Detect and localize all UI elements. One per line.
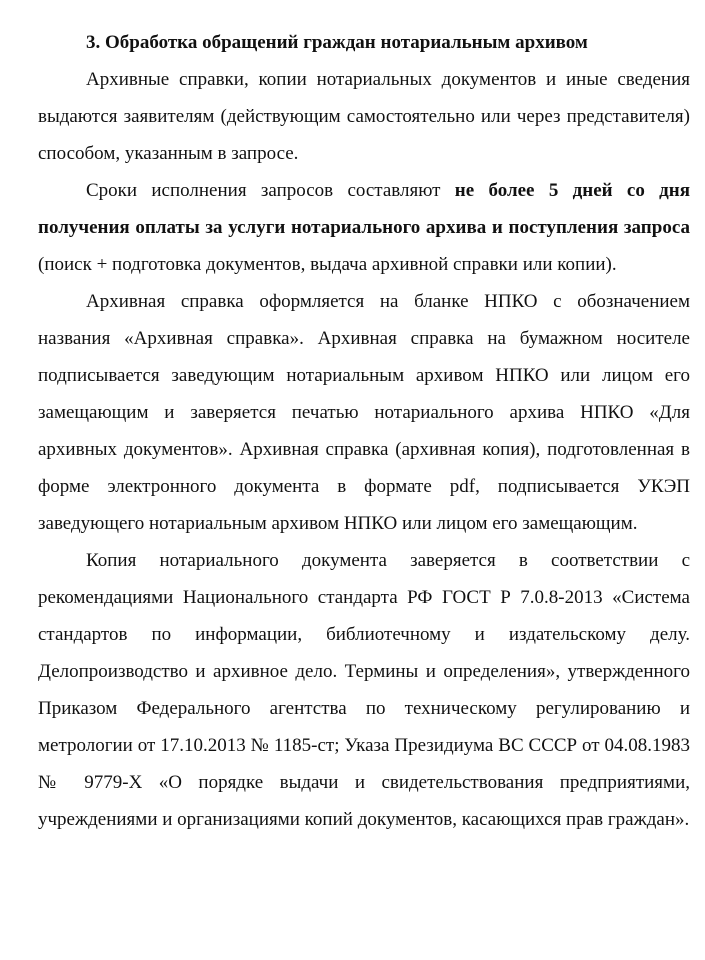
paragraph-issuance-method: Архивные справки, копии нотариальных документов и иные сведения выдаются заявителям (действующим самостоятельно или через представителя) способом, указанным в запросе.: [38, 69, 690, 164]
document-page: [38, 24, 690, 838]
paragraph-archive-certificate: Архивная справка оформляется на бланке НПКО с обозначением названия «Архивная справка». Архивная справка на бумажном носителе подписывается заведующим нотариальным архивом НПКО или лицом его замещающим и заверяется печатью нотариального архива НПКО «Для архивных документов». Архивная справка (архивная копия), подготовленная в форме электронного документа в формате pdf, подписывается УКЭП заведующего нотариальным архивом НПКО или лицом его замещающим.: [38, 291, 690, 534]
terms-tail-text: (поиск + подготовка документов, выдача архивной справки или копии).: [38, 254, 617, 275]
terms-lead-text: Сроки исполнения запросов составляют: [86, 180, 455, 201]
section-heading: 3. Обработка обращений граждан нотариальным архивом: [86, 32, 588, 53]
terms-deadline-bold: не более 5 дней со дня получения оплаты за услуги нотариального архива и поступления запроса: [38, 180, 690, 238]
paragraph-document-copy: Копия нотариального документа заверяется в соответствии с рекомендациями Национального стандарта РФ ГОСТ Р 7.0.8-2013 «Система стандартов по информации, библиотечному и издательскому делу. Делопроизводство и архивное дело. Термины и определения», утвержденного Приказом Федерального агентства по техническому регулированию и метрологии от 17.10.2013 № 1185-ст; Указа Президиума ВС СССР от 04.08.1983 № 9779-X «О порядке выдачи и свидетельствования предприятиями, учреждениями и организациями копий документов, касающихся прав граждан».: [38, 550, 690, 830]
paragraph-processing-terms: [38, 172, 690, 283]
